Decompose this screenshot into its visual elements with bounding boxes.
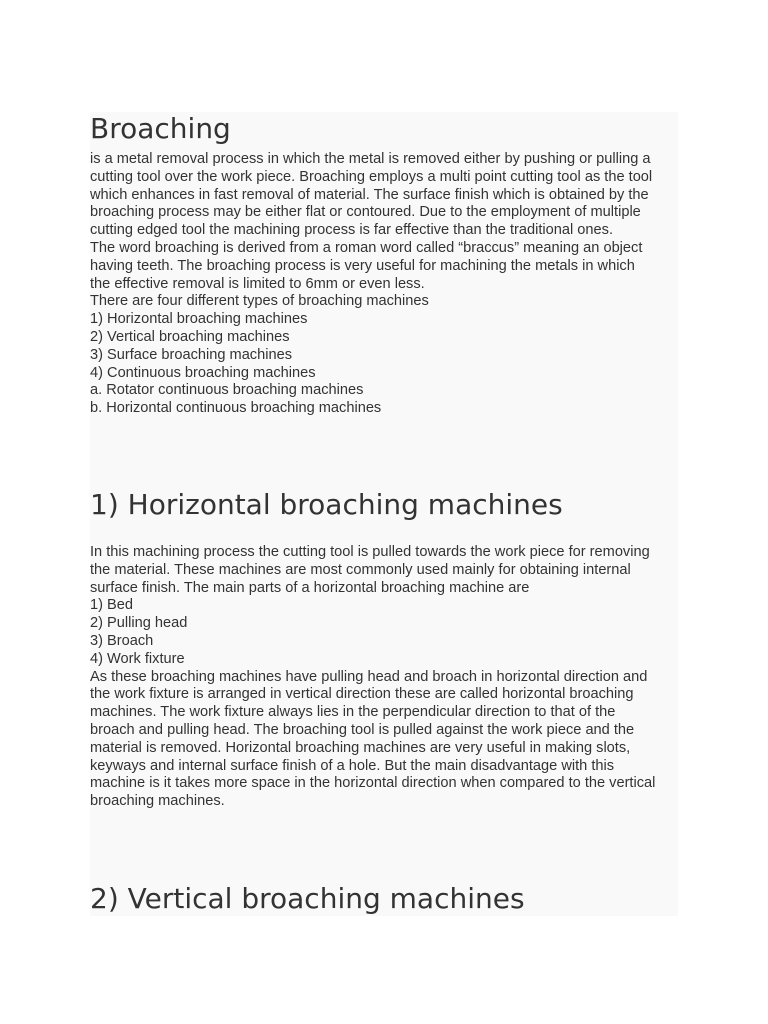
paragraph-line: The word broaching is derived from a roman word called “braccus” meaning an object	[90, 239, 643, 256]
paragraph-line: material is removed. Horizontal broaching machines are very useful in making slots,	[90, 739, 631, 756]
paragraph-line: broaching machines.	[90, 793, 225, 810]
paragraph-line: cutting edged tool the machining process is far effective than the traditional ones.	[90, 222, 613, 239]
paragraph-line: the effective removal is limited to 6mm or even less.	[90, 275, 425, 292]
paragraph-line: machines. The work fixture always lies in the perpendicular direction to that of the	[90, 704, 616, 721]
paragraph-line: the material. These machines are most commonly used mainly for obtaining internal	[90, 561, 631, 578]
paragraph-line: cutting tool over the work piece. Broaching employs a multi point cutting tool as the tool	[90, 168, 653, 185]
paragraph-line: which enhances in fast removal of material. The surface finish which is obtained by the	[90, 186, 649, 203]
list-item: 2) Pulling head	[90, 615, 188, 632]
list-item: 4) Work fixture	[90, 650, 185, 667]
list-item: 4) Continuous broaching machines	[90, 364, 316, 381]
section-title-vertical-broaching: 2) Vertical broaching machines	[90, 882, 525, 915]
paragraph-line: having teeth. The broaching process is very useful for machining the metals in which	[90, 257, 635, 274]
section-body-horizontal-broaching	[90, 544, 678, 811]
paragraph-line: surface finish. The main parts of a horizontal broaching machine are	[90, 579, 530, 596]
paragraph-line: As these broaching machines have pulling head and broach in horizontal direction and	[90, 668, 648, 685]
content-area	[90, 112, 678, 916]
paragraph-line: There are four different types of broaching machines	[90, 293, 429, 310]
paragraph-line: is a metal removal process in which the metal is removed either by pushing or pulling a	[90, 151, 651, 167]
section-title-broaching: Broaching	[90, 112, 231, 145]
list-item: 3) Surface broaching machines	[90, 346, 292, 363]
section-body-broaching	[90, 151, 678, 418]
paragraph-line: In this machining process the cutting tool is pulled towards the work piece for removing	[90, 544, 650, 560]
list-item: 1) Horizontal broaching machines	[90, 311, 308, 328]
section-title-horizontal-broaching: 1) Horizontal broaching machines	[90, 488, 563, 521]
paragraph-line: machine is it takes more space in the horizontal direction when compared to the vertical	[90, 775, 656, 792]
paragraph-line: the work fixture is arranged in vertical direction these are called horizontal broaching	[90, 686, 634, 703]
paragraph-line: broaching process may be either flat or contoured. Due to the employment of multiple	[90, 204, 641, 221]
list-item: b. Horizontal continuous broaching machines	[90, 400, 382, 417]
paragraph-line: broach and pulling head. The broaching tool is pulled against the work piece and the	[90, 721, 635, 738]
paragraph-line: keyways and internal surface finish of a hole. But the main disadvantage with this	[90, 757, 615, 774]
list-item: 1) Bed	[90, 597, 133, 614]
list-item: a. Rotator continuous broaching machines	[90, 382, 364, 399]
list-item: 3) Broach	[90, 632, 154, 649]
list-item: 2) Vertical broaching machines	[90, 328, 290, 345]
